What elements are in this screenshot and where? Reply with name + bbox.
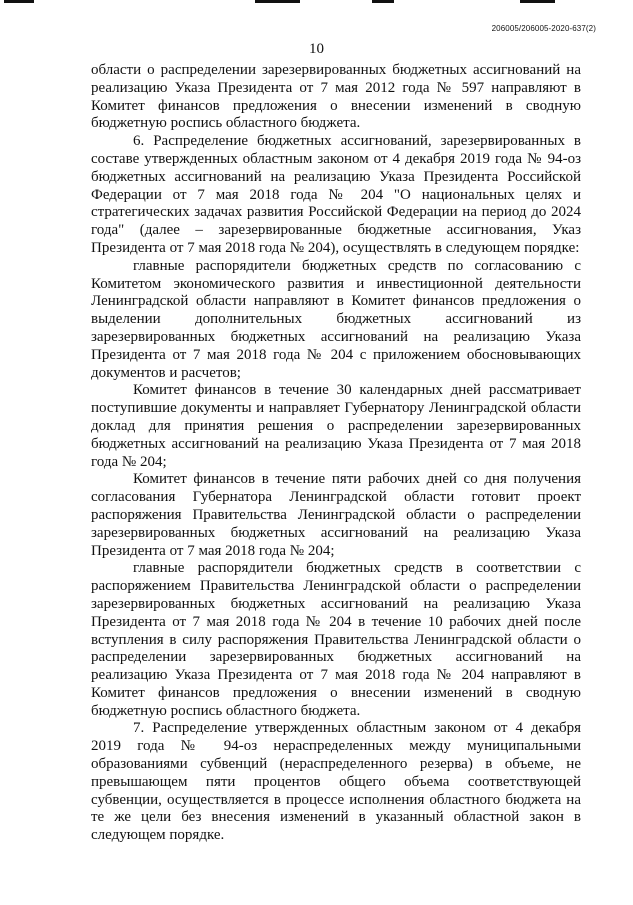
scan-mark (520, 0, 555, 3)
page-number: 10 (309, 41, 324, 57)
paragraph: главные распорядители бюджетных средств в соответствии с распоряжением Правительства Ленинградской области о распределении зарезервированных бюджетных ассигнований на реализацию Указа Президента от 7 мая 2018 года № 204 в течение 10 рабочих дней после вступления в силу распоряжения Правительства Ленинградской области о распределении зарезервированных бюджетных ассигнований на реализацию Указа Президента от 7 мая 2018 года № 204 направляют в Комитет финансов предложения о внесении изменений в сводную бюджетную роспись областного бюджета. (91, 560, 581, 719)
document-body (91, 62, 581, 845)
scan-edge-marks (0, 0, 633, 8)
paragraph: Комитет финансов в течение 30 календарных дней рассматривает поступившие документы и направляет Губернатору Ленинградской области доклад для принятия решения о распределении зарезервированных бюджетных ассигнований на реализацию Указа Президента от 7 мая 2018 года № 204; (91, 382, 581, 470)
document-id: 206005/206005-2020-637(2) (491, 24, 596, 33)
scan-mark (255, 0, 300, 3)
paragraph: 7. Распределение утвержденных областным законом от 4 декабря 2019 года № 94-оз нераспределенных между муниципальными образованиями субвенций (нераспределенного резерва) в объеме, не превышающем пяти процентов общего объема соответствующей субвенции, осуществляется в процессе исполнения областного бюджета на те же цели без внесения изменений в указанный областной закон в следующем порядке. (91, 720, 581, 844)
paragraph: главные распорядители бюджетных средств по согласованию с Комитетом экономического развития и инвестиционной деятельности Ленинградской области направляют в Комитет финансов предложения о выделении дополнительных бюджетных ассигнований из зарезервированных бюджетных ассигнований на реализацию Указа Президента от 7 мая 2018 года № 204 с приложением обосновывающих документов и расчетов; (91, 257, 581, 381)
paragraph: 6. Распределение бюджетных ассигнований, зарезервированных в составе утвержденных областным законом от 4 декабря 2019 года № 94-оз бюджетных ассигнований на реализацию Указа Президента Российской Федерации от 7 мая 2018 года № 204 "О национальных целях и стратегических задачах развития Российской Федерации на период до 2024 года" (далее – зарезервированные бюджетные ассигнования, Указ Президента от 7 мая 2018 года № 204), осуществлять в следующем порядке: (91, 133, 581, 256)
paragraph: области о распределении зарезервированных бюджетных ассигнований на реализацию Указа Президента от 7 мая 2012 года № 597 направляют в Комитет финансов предложения о внесении изменений в сводную бюджетную роспись областного бюджета. (91, 62, 581, 132)
scan-mark (4, 0, 34, 3)
scan-mark (372, 0, 394, 3)
paragraph: Комитет финансов в течение пяти рабочих дней со дня получения согласования Губернатора Ленинградской области готовит проект распоряжения Правительства Ленинградской области о распределении зарезервированных бюджетных ассигнований на реализацию Указа Президента от 7 мая 2018 года № 204; (91, 471, 581, 559)
